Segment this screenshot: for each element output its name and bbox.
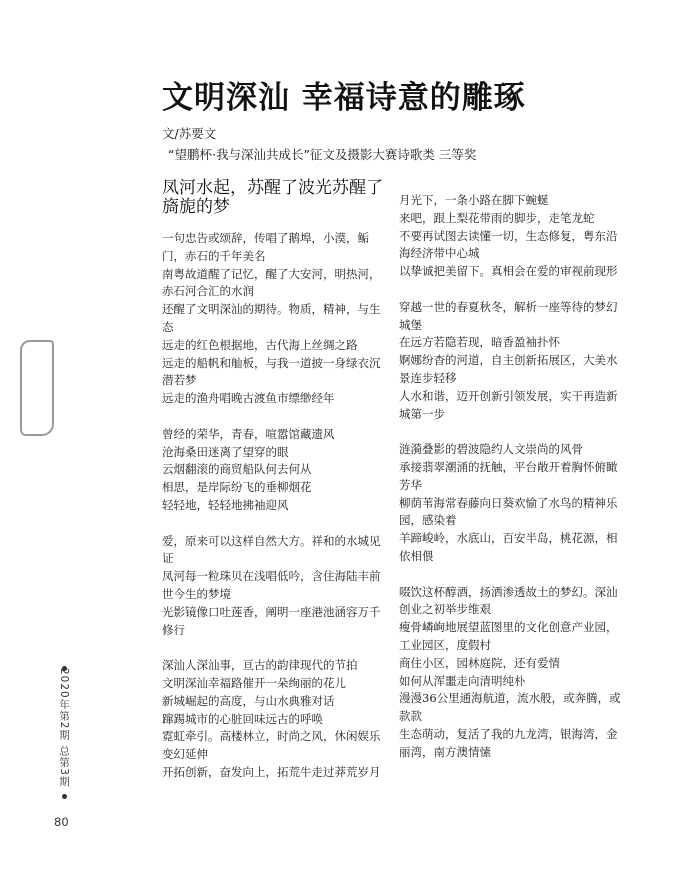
seal-logo [20, 340, 54, 436]
poem-stanza [399, 441, 621, 566]
poem-line: 曾经的荣华，青春，喧嚣馆藏遗风 [162, 426, 335, 441]
poem-line: 南粤故道醒了记忆，醒了大安河，明热河，赤石河合汇的水润 [162, 266, 381, 299]
poem-stanza [162, 533, 384, 640]
poem-line: 穿越一世的春夏秋冬，解析一座等待的梦幻城堡 [399, 299, 618, 332]
poem-line: 羊蹄峻岭，水底山，百安半岛，桃花源，相依相偎 [399, 531, 618, 563]
poem-line: 生态萌动，复活了我的九龙湾，银海湾，金丽湾，南方澳情愫 [399, 726, 618, 759]
poem-stanza [162, 230, 384, 408]
poem-line: 蹿踢城市的心脏回味远古的呼唤 [162, 711, 323, 726]
poem-stanza [162, 426, 384, 515]
poem-line: 光影镜像口吐莲香，阐明一座港池涵容万千修行 [162, 604, 381, 637]
poem-line: 沧海桑田迷离了望穿的眼 [162, 444, 289, 459]
article-title: 文明深汕 幸福诗意的雕琢 [162, 80, 526, 116]
poem-line: 瘦骨嶙峋地展望蓝图里的文化创意产业园，工业园区，度假村 [399, 620, 618, 652]
award-note: “望鹏杯·我与深汕共成长”征文及摄影大赛诗歌类 三等奖 [168, 147, 477, 162]
poem-line: 文明深汕幸福路催开一朵绚丽的花儿 [162, 675, 346, 690]
page-number: 80 [54, 815, 69, 829]
poem-line: 云烟翻滚的商贸船队何去何从 [162, 462, 312, 477]
poem-line: 轻轻地，轻轻地拂袖迎风 [162, 497, 289, 512]
poem-line: 如何从浑噩走向清明纯朴 [399, 673, 526, 688]
poem-line: 柳荫苇海常春藤向日葵欢愉了水鸟的精神乐园，感染着 [399, 495, 618, 528]
poem-line: 还醒了文明深汕的期待。物质，精神，与生态 [162, 302, 381, 334]
poem-line: 一句忠告或颂辞，传唱了鹅埠，小漠，鲘门，赤石的千年美名 [162, 231, 369, 263]
poem-line: 涟漪叠影的碧波隐约人文崇尚的风骨 [399, 442, 583, 457]
poem-subtitle: 凤河水起，苏醒了波光苏醒了旖旎的梦 [162, 178, 383, 217]
poem-line: 爱，原来可以这样自然大方。祥和的水城见证 [162, 533, 381, 566]
bullet-dot [62, 794, 67, 799]
poem-line: 承接翡翠潮涌的抚触，平台敞开着胸怀俯瞰芳华 [399, 459, 618, 492]
poem-line: 婀娜纷杳的河道，自主创新拓展区，大美水景连步轻移 [399, 353, 618, 385]
right-column [399, 192, 621, 779]
poem-line: 月光下，一条小路在脚下蜿蜒 [399, 193, 549, 207]
author-byline: 文/苏要文 [162, 126, 217, 141]
poem-line: 深汕人深汕事，亘古的韵律现代的节拍 [162, 658, 358, 673]
poem-line: 开拓创新，奋发向上，拓荒牛走过莽荒岁月 [162, 764, 381, 779]
left-column [162, 230, 384, 800]
poem-line: 在远方若隐若现，暗香盈袖扑怀 [399, 335, 560, 350]
poem-line: 新城崛起的高度，与山水典雅对话 [162, 693, 335, 708]
poem-line: 凤河每一粒珠贝在浅唱低吟，含住海陆丰前世今生的梦境 [162, 569, 381, 601]
poem-line: 远走的渔舟唱晚古渡鱼市缥缈经年 [162, 391, 335, 406]
poem-stanza [399, 299, 621, 424]
poem-stanza [399, 584, 621, 762]
poem-line: 霓虹牵引。高楼林立，时尚之风，休闲娱乐变幻延伸 [162, 729, 381, 762]
issue-label: 2020年第2期 总第3期 [58, 668, 70, 788]
poem-line: 商住小区，园林庭院，还有爱情 [399, 655, 560, 670]
poem-line: 漫漫36公里通海航道，流水般，或奔腾，或款款 [399, 691, 621, 724]
poem-line: 来吧，跟上梨花带雨的脚步，走笔龙蛇 [399, 210, 595, 225]
poem-line: 相思，是岸际纷飞的垂柳烟花 [162, 480, 312, 495]
poem-stanza [399, 192, 621, 281]
poem-line: 不要再试图去读懂一切，生态修复，粤东沿海经济带中心城 [399, 228, 618, 261]
poem-line: 啜饮这杯醇酒，扬洒渗透故土的梦幻。深汕创业之初举步维艰 [399, 584, 618, 617]
poem-line: 远走的红色根据地，古代海上丝绸之路 [162, 337, 358, 352]
poem-line: 远走的船帆和舢板，与我一道披一身绿衣沉潜若梦 [162, 355, 381, 388]
poem-line: 人水和谐，迈开创新引领发展，实干再造新城第一步 [399, 388, 618, 421]
poem-line: 以挚诚把美留下。真相会在爱的审视前现形 [399, 264, 618, 279]
poem-stanza [162, 657, 384, 782]
